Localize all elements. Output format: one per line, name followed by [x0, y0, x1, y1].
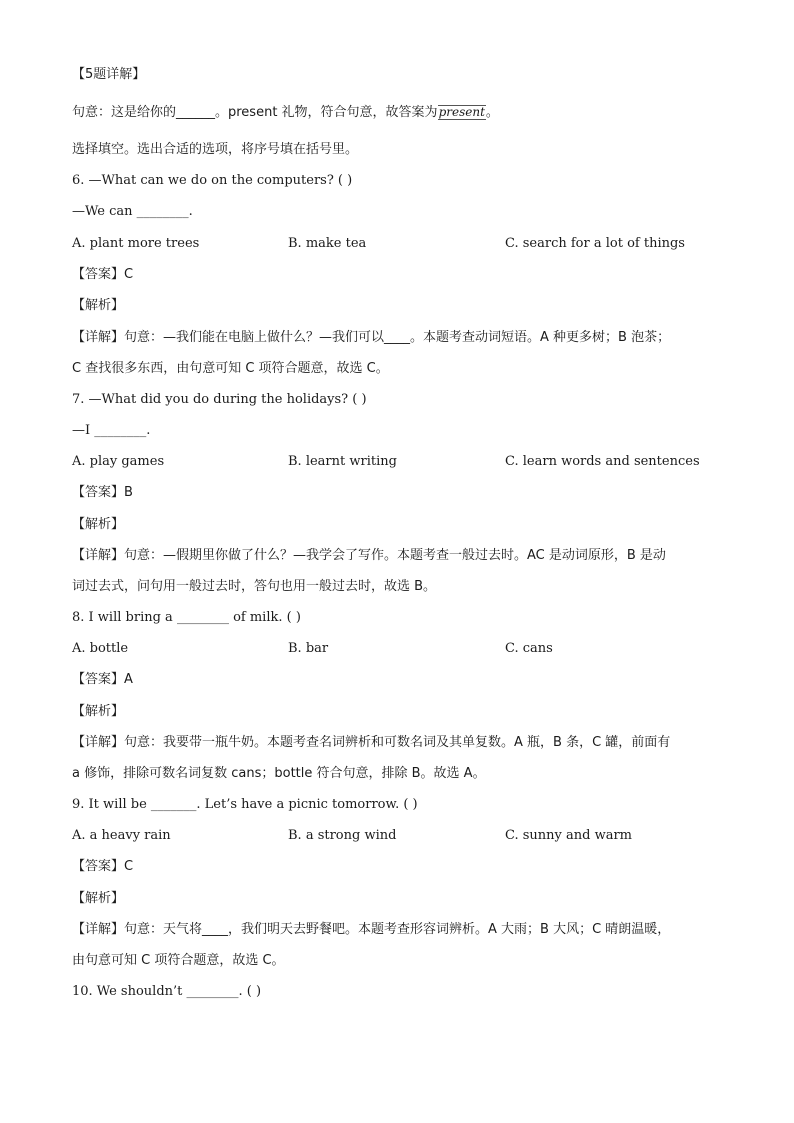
q8-answer: 【答案】A — [72, 672, 133, 687]
q8-detail-line-1: 【详解】句意：我要带一瓶牛奶。本题考查名词辨析和可数名词及其单复数。A 瓶，B 条，C 罐，前面有 — [72, 735, 671, 750]
q7-answer: 【答案】B — [72, 485, 133, 500]
q6-detail-line-2: C 查找很多东西，由句意可知 C 项符合题意，故选 C。 — [72, 361, 389, 376]
q10-stem: 10. We shouldn’t ________. ( ) — [72, 984, 262, 999]
q9-option-b: B. a strong wind — [288, 828, 397, 843]
q5-explanation-text: 句意：这是给你的______。present 礼物，符合句意，故答案为 — [72, 105, 438, 120]
q9-option-c: C. sunny and warm — [505, 828, 633, 843]
q5-explanation — [72, 104, 734, 122]
q6-option-b: B. make tea — [288, 236, 367, 251]
q8-option-b: B. bar — [288, 641, 329, 656]
q5-explanation-end: 。 — [485, 105, 499, 120]
q6-reply: —We can ________. — [72, 204, 193, 219]
q6-detail-line-1: 【详解】句意：—我们能在电脑上做什么？—我们可以____。本题考查动词短语。A 种更多树；B 泡茶； — [72, 330, 671, 345]
q8-detail-line-2: a 修饰，排除可数名词复数 cans；bottle 符合句意，排除 B。故选 A。 — [72, 766, 486, 781]
q5-handwritten-answer: present — [438, 105, 485, 119]
q6-option-a: A. plant more trees — [72, 236, 200, 251]
q7-option-b: B. learnt writing — [288, 454, 397, 469]
q7-analysis: 【解析】 — [72, 517, 125, 532]
q9-stem: 9. It will be _______. Let’s have a picnic tomorrow. ( ) — [72, 797, 418, 812]
q8-option-c: C. cans — [505, 641, 553, 656]
q6-option-c: C. search for a lot of things — [505, 236, 685, 251]
q5-header: 【5题详解】 — [72, 67, 146, 82]
q7-reply: —I ________. — [72, 423, 151, 438]
section-instruction: 选择填空。选出合适的选项，将序号填在括号里。 — [72, 142, 359, 157]
q7-option-c: C. learn words and sentences — [505, 454, 700, 469]
q7-detail-line-1: 【详解】句意：—假期里你做了什么？—我学会了写作。本题考查一般过去时。AC 是动词原形，B 是动 — [72, 548, 666, 563]
q9-answer: 【答案】C — [72, 859, 134, 874]
q7-option-a: A. play games — [72, 454, 165, 469]
q7-detail-line-2: 词过去式，问句用一般过去时，答句也用一般过去时，故选 B。 — [72, 579, 437, 594]
q9-detail-line-1: 【详解】句意：天气将____，我们明天去野餐吧。本题考查形容词辨析。A 大雨；B 大风；C 晴朗温暖， — [72, 922, 671, 937]
q6-analysis: 【解析】 — [72, 298, 125, 313]
q9-analysis: 【解析】 — [72, 891, 125, 906]
q8-stem: 8. I will bring a ________ of milk. ( ) — [72, 610, 301, 625]
q6-answer: 【答案】C — [72, 267, 134, 282]
q9-detail-line-2: 由句意可知 C 项符合题意，故选 C。 — [72, 953, 285, 968]
q7-stem: 7. —What did you do during the holidays? ( ) — [72, 392, 367, 407]
q8-option-a: A. bottle — [72, 641, 129, 656]
q9-option-a: A. a heavy rain — [72, 828, 171, 843]
q8-analysis: 【解析】 — [72, 704, 125, 719]
q6-stem: 6. —What can we do on the computers? ( ) — [72, 173, 353, 188]
